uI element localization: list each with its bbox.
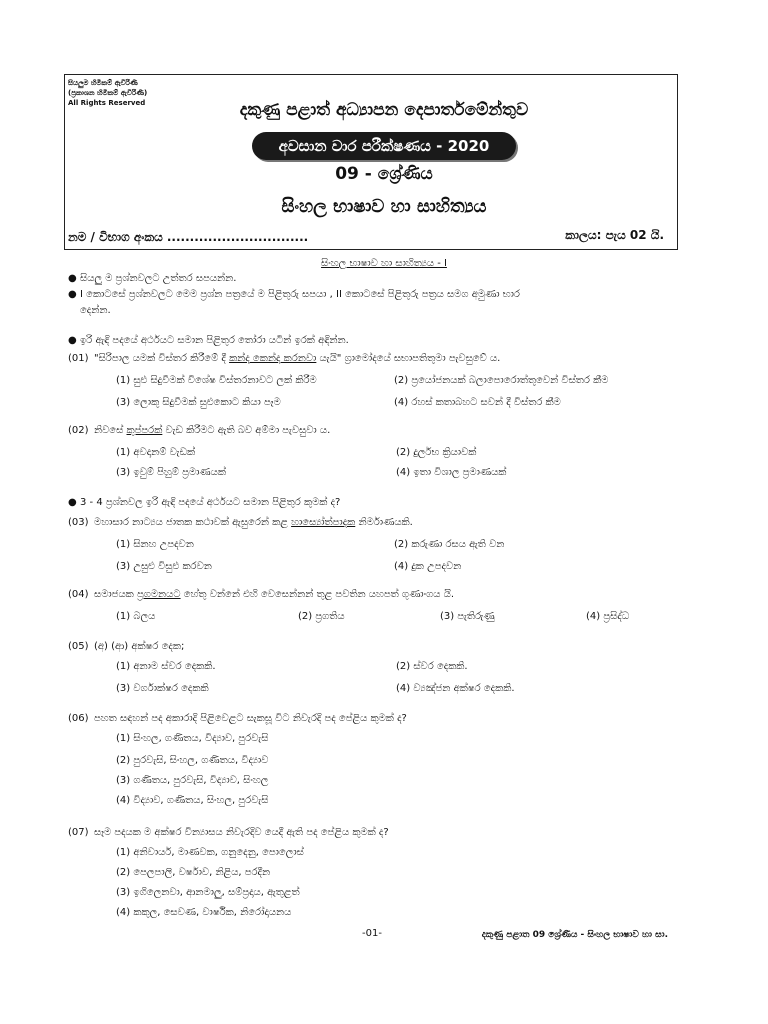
group-instruction-text: ඉරි ඇඳි පදයේ අර්ථයට සමාන පිළිතුර තෝරා යටින් ඉරක් අඳින්න. xyxy=(80,335,349,346)
option-1: (1) අනිවාර්ය, මාණවක, ගනුදෙනු, පොලොස් xyxy=(116,847,304,858)
question-number: (07) xyxy=(68,827,89,838)
bullet-icon: ● xyxy=(68,335,77,346)
option-4: (4) ව්‍යඤ්ජන අක්ෂර දෙකකි. xyxy=(396,683,515,694)
option-4: (4) ප්‍රසිද්ධ xyxy=(586,611,630,622)
instruction-item xyxy=(68,288,668,302)
option-4: (4) ඉතා විශාල ප්‍රමාණයක් xyxy=(396,467,507,478)
option-3: (3) ගණිතය, පුරවැසි, විද්‍යාව, සිංහල xyxy=(116,775,269,786)
option-4: (4) විද්‍යාව, ගණිතය, සිංහල, පුරවැසි xyxy=(116,795,269,806)
instruction-text: සියලු ම ප්‍රශ්නවලට උත්තර සපයන්න. xyxy=(80,273,237,284)
group-instruction xyxy=(68,334,668,348)
bullet-icon: ● xyxy=(68,497,77,508)
section-title: සිංහල භාෂාව හා සාහිත්‍යය - I xyxy=(321,258,447,269)
page-number: -01- xyxy=(362,928,382,939)
question-text: වැඩ කිරීමට ඇති බව අම්මා පැවසුවා ය. xyxy=(162,425,331,436)
instruction-continuation: දෙන්න. xyxy=(80,305,111,316)
question-number: (04) xyxy=(68,589,89,600)
option-3: (3) ලොකු සිදුවීමක් සුළුකොට කියා පෑම xyxy=(116,397,281,408)
option-2: (2) ස්වර දෙකකි. xyxy=(396,661,468,672)
option-3: (3) ඉවුම් පිහුම් ප්‍රමාණයක් xyxy=(116,467,226,478)
option-4: (4) කකුල, සෙවණ, වාර්ෂික, නිරෝදායනය xyxy=(116,907,292,918)
option-1: (1) සුළු සිදුවීමක් විශේෂ විස්තරනාවට ලක් කිරීම xyxy=(116,375,317,386)
question-06 xyxy=(68,712,688,726)
question-text: හේතු වන්නේ එහි වෙසෙන්නන් තුළ පවතින යහපත් ගුණාංගය යි. xyxy=(180,589,455,600)
underlined-phrase: කන්ද කෙන්ද කරනවා xyxy=(229,353,317,364)
question-05 xyxy=(68,640,688,654)
question-text: නිර්මාණයකි. xyxy=(355,517,413,528)
option-1: (1) අනාම ස්වර දෙකකි. xyxy=(116,661,216,672)
exam-title-badge: අවසාන වාර පරීක්ෂණය - 2020 xyxy=(252,132,516,160)
option-1: (1) බලය xyxy=(116,611,156,622)
bullet-icon: ● xyxy=(68,273,77,284)
option-2: (2) දුර්ලභ ක්‍රියාවක් xyxy=(396,447,477,458)
option-1: (1) අවදානම් වැඩක් xyxy=(116,447,196,458)
underlined-phrase: හාස්‍යෝත්පාදක xyxy=(291,517,356,528)
grade-label: 09 - ශ්‍රේණිය xyxy=(335,164,433,184)
option-2: (2) පුරවැසි, සිංහල, ගණිතය, විද්‍යාව xyxy=(116,755,269,766)
question-text: සෑම පදයක ම අක්ෂර වින්‍යාසය නිවැරදිව යෙදී ඇති පද පේළිය කුමක් ද? xyxy=(94,827,389,838)
bullet-icon: ● xyxy=(68,289,77,300)
footer-caption: දකුණු පළාත 09 ශ්‍රේණිය - සිංහල භාෂාව හා සා. xyxy=(481,930,668,940)
question-01 xyxy=(68,352,688,366)
option-1: (1) සිංහල, ගණිතය, විද්‍යාව, පුරවැසි xyxy=(116,733,269,744)
question-number: (02) xyxy=(68,425,89,436)
option-2: (2) පෙලපාලි, වර්ෂාව, නිළිය, පරදීන xyxy=(116,867,271,878)
option-4: (4) රහස් කතාබහට සවන් දී විස්තර කීම xyxy=(394,397,561,408)
question-number: (06) xyxy=(68,713,89,724)
question-text: (අ) (ආ) අක්ෂර දෙක; xyxy=(94,641,185,652)
underlined-phrase: කුප්පරක් xyxy=(126,425,163,436)
option-4: (4) දුක උපදවන xyxy=(394,561,462,572)
question-text: "සිරිපාල යමක් විස්තර කිරීමේ දී xyxy=(94,353,230,364)
option-2: (2) ප්‍රගතිය xyxy=(298,611,345,622)
question-number: (03) xyxy=(68,517,89,528)
question-number: (05) xyxy=(68,641,89,652)
option-3: (3) වර්ගාක්ෂර දෙකකි xyxy=(116,683,209,694)
question-text: පහත සඳහන් පද අකාරාදි පිළිවෙළට සැකසූ විට නිවැරදි පද පේළිය කුමක් ද? xyxy=(94,713,407,724)
question-04 xyxy=(68,588,688,602)
question-text: නිවසේ xyxy=(94,425,127,436)
question-text: සමාජයක xyxy=(94,589,137,600)
question-number: (01) xyxy=(68,353,89,364)
option-1: (1) සිනහ උපදවන xyxy=(116,539,194,550)
question-03 xyxy=(68,516,688,530)
time-allowed: කාලය: පැය 02 යි. xyxy=(565,228,664,242)
name-index-field: නම / විභාග අංකය ............................... xyxy=(68,230,309,244)
instruction-text: I කොටසේ ප්‍රශ්නවලට මෙම ප්‍රශ්න පත්‍රයේ ම පිළිතුරු සපයා , II කොටසේ පිළිතුරු පත්‍රය සමග අමුණා භාර xyxy=(80,289,520,300)
underlined-phrase: ප්‍රගමනයට xyxy=(136,589,181,600)
group-instruction xyxy=(68,496,668,510)
copyright-line-1: සියලුම හිමිකම් ඇවිරිණි xyxy=(68,79,138,87)
option-3: (3) පැතිරුණු xyxy=(440,611,495,622)
question-02 xyxy=(68,424,688,438)
option-3: (3) උසුළු විසුළු කරවන xyxy=(116,561,212,572)
subject-title: සිංහල භාෂාව හා සාහිත්‍යය xyxy=(281,196,487,217)
question-07 xyxy=(68,826,688,840)
option-2: (2) කරුණා රසය ඇති වන xyxy=(394,539,505,550)
option-3: (3) ඉගිලෙනවා, ආනමාලු, සම්ප්‍රදාය, ඇතුළත් xyxy=(116,887,300,898)
question-text: මහාසාර නාට්‍යය ජාතක කථාවක් ඇසුරෙන් කළ xyxy=(94,517,292,528)
copyright-line-2: (ප්‍රකාශන හිමිකම් ඇවිරිණි) xyxy=(68,89,148,97)
option-2: (2) ප්‍රයෝජනයක් බලාපොරොත්තුවෙන් විස්තර කීම xyxy=(394,375,609,386)
department-title: දකුණු පළාත් අධ්‍යාපන දෙපාර්තමේන්තුව xyxy=(239,100,529,120)
copyright-line-3: All Rights Reserved xyxy=(68,99,146,107)
group-instruction-text: 3 - 4 ප්‍රශ්නවල ඉරි ඇඳි පදයේ අර්ථයට සමාන පිළිතුර කුමක් ද? xyxy=(80,497,341,508)
instruction-item xyxy=(68,272,668,286)
question-text: යැයි" ග්‍රාමෝදයේ සභාපතිතුමා පැවසුවේ ය. xyxy=(316,353,501,364)
